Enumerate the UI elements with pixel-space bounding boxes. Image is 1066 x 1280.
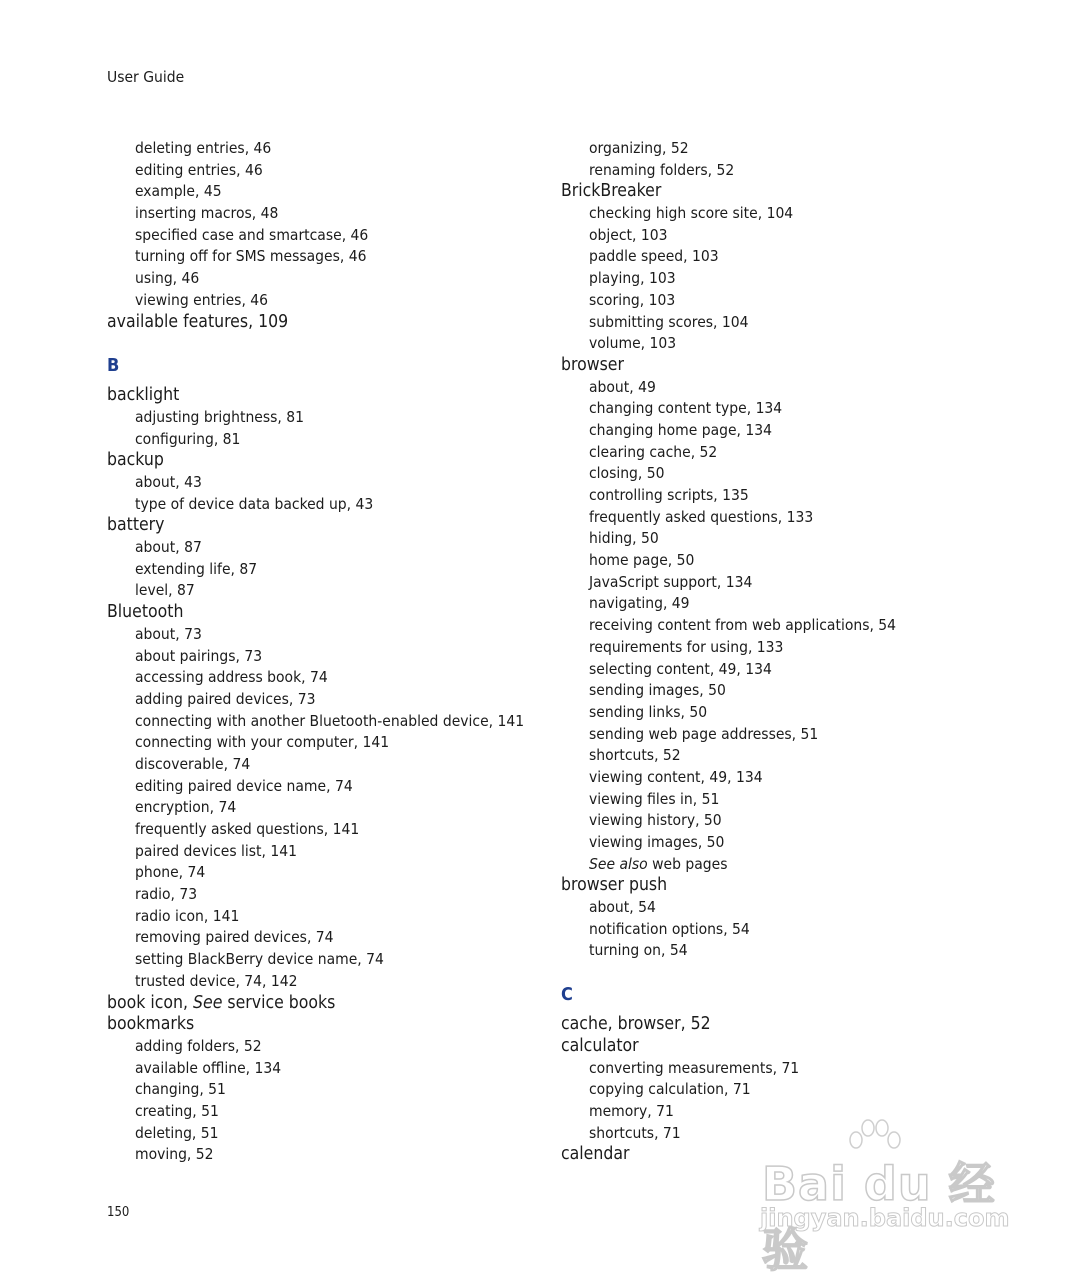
spacer xyxy=(561,962,1001,984)
index-subentry: about, 43 xyxy=(135,473,202,491)
index-subentry: deleting entries, 46 xyxy=(135,139,272,157)
baidu-watermark xyxy=(752,1118,1010,1277)
index-subentry: JavaScript support, 134 xyxy=(589,572,753,591)
index-subentry: adjusting brightness, 81 xyxy=(135,407,305,426)
index-subentry: extending life, 87 xyxy=(135,559,258,578)
index-subentry: hiding, 50 xyxy=(589,529,659,548)
index-entry: backlight xyxy=(107,385,180,406)
index-subentry: turning on, 54 xyxy=(589,941,688,960)
index-subentry: shortcuts, 52 xyxy=(589,746,681,765)
index-subentry: viewing images, 50 xyxy=(589,833,725,851)
index-subentry: frequently asked questions, 133 xyxy=(589,507,814,526)
index-subentry: viewing entries, 46 xyxy=(135,290,269,309)
index-subentry: adding folders, 52 xyxy=(135,1036,262,1055)
spacer xyxy=(561,1006,1001,1015)
index-subentry: deleting, 51 xyxy=(135,1123,219,1142)
index-subentry: paired devices list, 141 xyxy=(135,841,297,860)
spacer xyxy=(107,377,547,386)
index-subentry: about, 73 xyxy=(135,624,202,643)
index-subentry: frequently asked questions, 141 xyxy=(135,820,360,838)
index-subentry: converting measurements, 71 xyxy=(589,1058,800,1077)
index-entry: bookmarks xyxy=(107,1014,195,1035)
index-entry xyxy=(107,993,547,1015)
index-subentry: moving, 52 xyxy=(135,1145,214,1164)
index-letter-heading: B xyxy=(107,354,120,376)
index-subentry: about pairings, 73 xyxy=(135,646,263,665)
index-subentry: checking high score site, 104 xyxy=(589,204,794,223)
index-subentry: trusted device, 74, 142 xyxy=(135,971,298,990)
index-subentry: organizing, 52 xyxy=(589,139,689,157)
index-subentry: changing, 51 xyxy=(135,1080,226,1099)
index-subentry: clearing cache, 52 xyxy=(589,442,718,461)
index-subentry: configuring, 81 xyxy=(135,429,241,448)
index-subentry: discoverable, 74 xyxy=(135,754,251,773)
watermark-brand: Bai du 经验 xyxy=(762,1157,996,1277)
index-entry: battery xyxy=(107,515,165,536)
watermark-url: jingyan.baidu.com xyxy=(760,1204,1010,1232)
index-subentry: setting BlackBerry device name, 74 xyxy=(135,950,384,969)
index-subentry: type of device data backed up, 43 xyxy=(135,494,374,513)
index-subentry: about, 54 xyxy=(589,898,656,917)
index-subentry: sending web page addresses, 51 xyxy=(589,724,819,743)
index-subentry xyxy=(561,854,1001,876)
index-entry: calculator xyxy=(561,1035,639,1056)
index-subentry: closing, 50 xyxy=(589,464,665,483)
index-subentry: renaming folders, 52 xyxy=(589,160,735,179)
index-subentry: inserting macros, 48 xyxy=(135,204,279,223)
page-header: User Guide xyxy=(107,68,185,86)
index-subentry: turning off for SMS messages, 46 xyxy=(135,247,367,266)
index-subentry: memory, 71 xyxy=(589,1101,674,1120)
index-letter-heading: C xyxy=(561,983,573,1005)
index-subentry: sending images, 50 xyxy=(589,681,726,700)
index-subentry: controlling scripts, 135 xyxy=(589,486,749,504)
index-subentry: editing entries, 46 xyxy=(135,160,263,179)
index-subentry: specified case and smartcase, 46 xyxy=(135,225,369,244)
index-subentry: connecting with another Bluetooth-enabled device, 141 xyxy=(135,711,525,730)
index-subentry: radio, 73 xyxy=(135,885,198,904)
index-entry: backup xyxy=(107,450,164,471)
index-subentry: editing paired device name, 74 xyxy=(135,776,353,795)
index-subentry: paddle speed, 103 xyxy=(589,247,719,266)
index-subentry: example, 45 xyxy=(135,182,222,201)
index-subentry: changing home page, 134 xyxy=(589,420,773,439)
index-subentry: requirements for using, 133 xyxy=(589,637,784,656)
index-entry: cache, browser, 52 xyxy=(561,1014,711,1035)
index-subentry: scoring, 103 xyxy=(589,290,676,309)
see-reference: See also xyxy=(589,854,648,873)
index-subentry: object, 103 xyxy=(589,225,668,244)
index-subentry: volume, 103 xyxy=(589,334,677,353)
index-entry: Bluetooth xyxy=(107,602,184,623)
index-subentry: selecting content, 49, 134 xyxy=(589,659,772,678)
index-entry: BrickBreaker xyxy=(561,181,662,202)
entry-text: book icon, xyxy=(107,992,194,1013)
index-subentry: home page, 50 xyxy=(589,551,695,570)
index-subentry: shortcuts, 71 xyxy=(589,1123,681,1142)
page-number: 150 xyxy=(107,1205,130,1220)
index-subentry: connecting with your computer, 141 xyxy=(135,733,390,752)
index-subentry: copying calculation, 71 xyxy=(589,1080,751,1099)
index-subentry: navigating, 49 xyxy=(589,594,690,613)
index-subentry: changing content type, 134 xyxy=(589,399,783,418)
index-subentry: encryption, 74 xyxy=(135,798,237,817)
index-subentry: radio icon, 141 xyxy=(135,906,240,925)
index-entry: browser push xyxy=(561,875,668,896)
index-subentry: available offline, 134 xyxy=(135,1058,282,1077)
index-subentry: viewing content, 49, 134 xyxy=(589,767,763,786)
index-entry: calendar xyxy=(561,1144,630,1165)
index-subentry: level, 87 xyxy=(135,581,195,600)
index-entry: browser xyxy=(561,354,624,375)
index-subentry: about, 49 xyxy=(589,377,656,396)
index-subentry: using, 46 xyxy=(135,269,200,288)
index-subentry: viewing files in, 51 xyxy=(589,789,720,808)
index-subentry: about, 87 xyxy=(135,538,202,557)
index-subentry: creating, 51 xyxy=(135,1101,219,1120)
index-column-left xyxy=(107,138,547,1166)
index-subentry: removing paired devices, 74 xyxy=(135,928,334,947)
index-entry: available features, 109 xyxy=(107,311,289,332)
index-subentry: phone, 74 xyxy=(135,863,206,882)
see-reference: See xyxy=(193,992,223,1013)
index-subentry: receiving content from web applications, 54 xyxy=(589,616,897,635)
index-column-right xyxy=(561,138,1001,1166)
reference-target: web pages xyxy=(647,854,728,873)
index-subentry: viewing history, 50 xyxy=(589,811,722,830)
index-subentry: submitting scores, 104 xyxy=(589,312,749,331)
index-subentry: playing, 103 xyxy=(589,269,676,288)
index-subentry: accessing address book, 74 xyxy=(135,668,328,687)
index-subentry: adding paired devices, 73 xyxy=(135,689,316,708)
index-subentry: notification options, 54 xyxy=(589,919,750,938)
spacer xyxy=(107,333,547,355)
reference-target: service books xyxy=(222,992,336,1013)
index-subentry: sending links, 50 xyxy=(589,702,708,721)
